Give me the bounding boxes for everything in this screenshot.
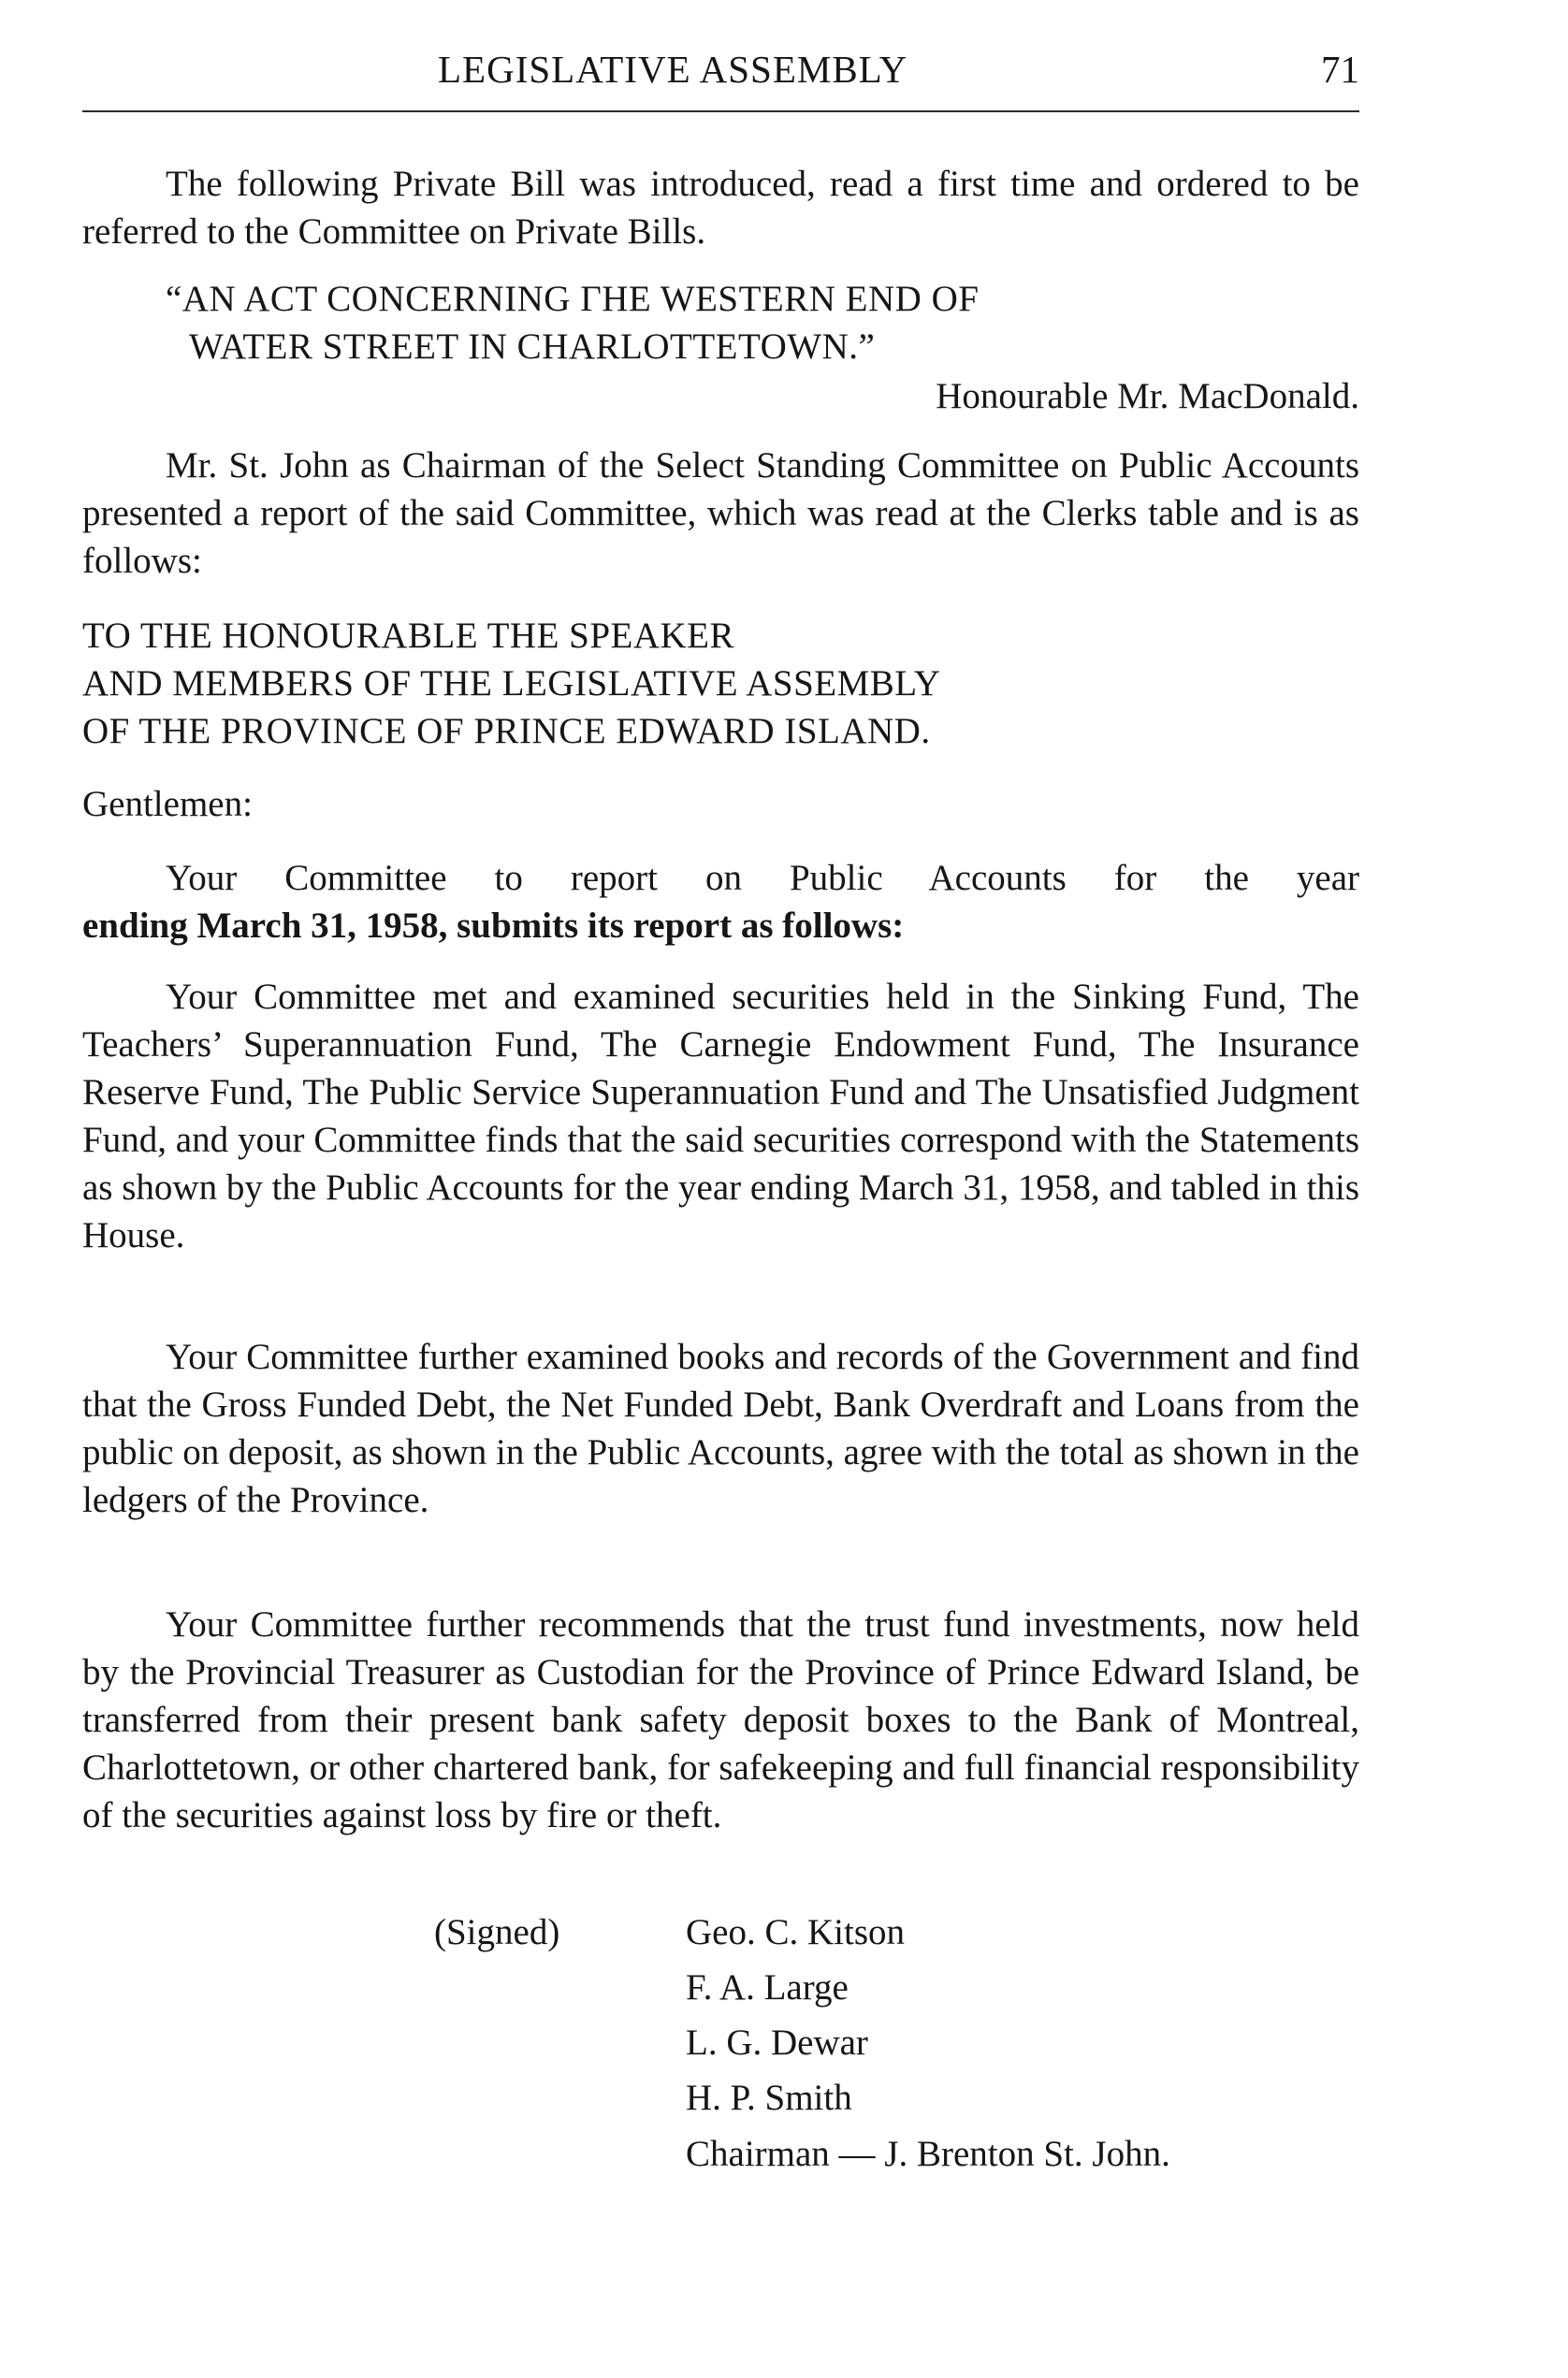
bill-title-line-2: WATER STREET IN CHARLOTTETOWN.” — [189, 326, 876, 367]
header-rule — [82, 110, 1359, 112]
bill-sponsor: Honourable Mr. MacDonald. — [936, 376, 1359, 416]
address-line-1: TO THE HONOURABLE THE SPEAKER — [82, 616, 735, 656]
report-paragraph-2: Your Committee met and examined securities held in the Sinking Fund, The Teachers’ Superannuation Fund, The Carnegie Endowment Fund, The Insurance Reserve Fund, The Public Service Superannuation Fund and The Unsatisfied Judgment Fund, and your Committee finds that the said securities correspond with the Statements as shown by the Public Accounts for the year ending March 31, 1958, and tabled in this House. — [82, 977, 1359, 1255]
page-number: 71 — [1321, 48, 1359, 91]
signatory-name: Geo. C. Kitson — [686, 1912, 905, 1952]
report-intro-paragraph: Mr. St. John as Chairman of the Select Standing Committee on Public Accounts presented a report of the said Committee, which was read at the Clerks table and is as follows: — [82, 445, 1359, 581]
bill-intro-paragraph: The following Private Bill was introduced, read a first time and ordered to be referred to the Committee on Private Bills. — [82, 164, 1359, 252]
report-paragraph-1-bold: ending March 31, 1958, submits its report as follows: — [82, 906, 905, 946]
signed-label: (Signed) — [434, 1912, 560, 1952]
salutation: Gentlemen: — [82, 784, 253, 824]
report-paragraph-1-regular: Your Committee to report on Public Accounts for the year — [166, 858, 1359, 898]
chairman-signature: Chairman — J. Brenton St. John. — [686, 2134, 1170, 2174]
address-line-2: AND MEMBERS OF THE LEGISLATIVE ASSEMBLY — [82, 663, 941, 703]
report-paragraph-1 — [82, 854, 1359, 950]
signatory-name: L. G. Dewar — [686, 2023, 868, 2063]
bill-title-line-1: “AN ACT CONCERNING ΓHE WESTERN END OF — [166, 279, 980, 319]
report-paragraph-3: Your Committee further examined books and records of the Government and find that the Gross Funded Debt, the Net Funded Debt, Bank Overdraft and Loans from the public on deposit, as shown in the Public Accounts, agree with the total as shown in the ledgers of the Province. — [82, 1337, 1359, 1520]
signatory-name: F. A. Large — [686, 1967, 849, 2008]
report-paragraph-4: Your Committee further recommends that the trust fund investments, now held by the Provincial Treasurer as Custodian for the Province of Prince Edward Island, be transferred from their present bank safety deposit boxes to the Bank of Montreal, Charlottetown, or other chartered bank, for safekeeping and full financial responsibility of the securities against loss by fire or theft. — [82, 1604, 1359, 1835]
page-header — [82, 47, 1359, 103]
running-title: LEGISLATIVE ASSEMBLY — [438, 48, 908, 91]
address-line-3: OF THE PROVINCE OF PRINCE EDWARD ISLAND. — [82, 711, 931, 751]
signatory-name: H. P. Smith — [686, 2078, 852, 2118]
